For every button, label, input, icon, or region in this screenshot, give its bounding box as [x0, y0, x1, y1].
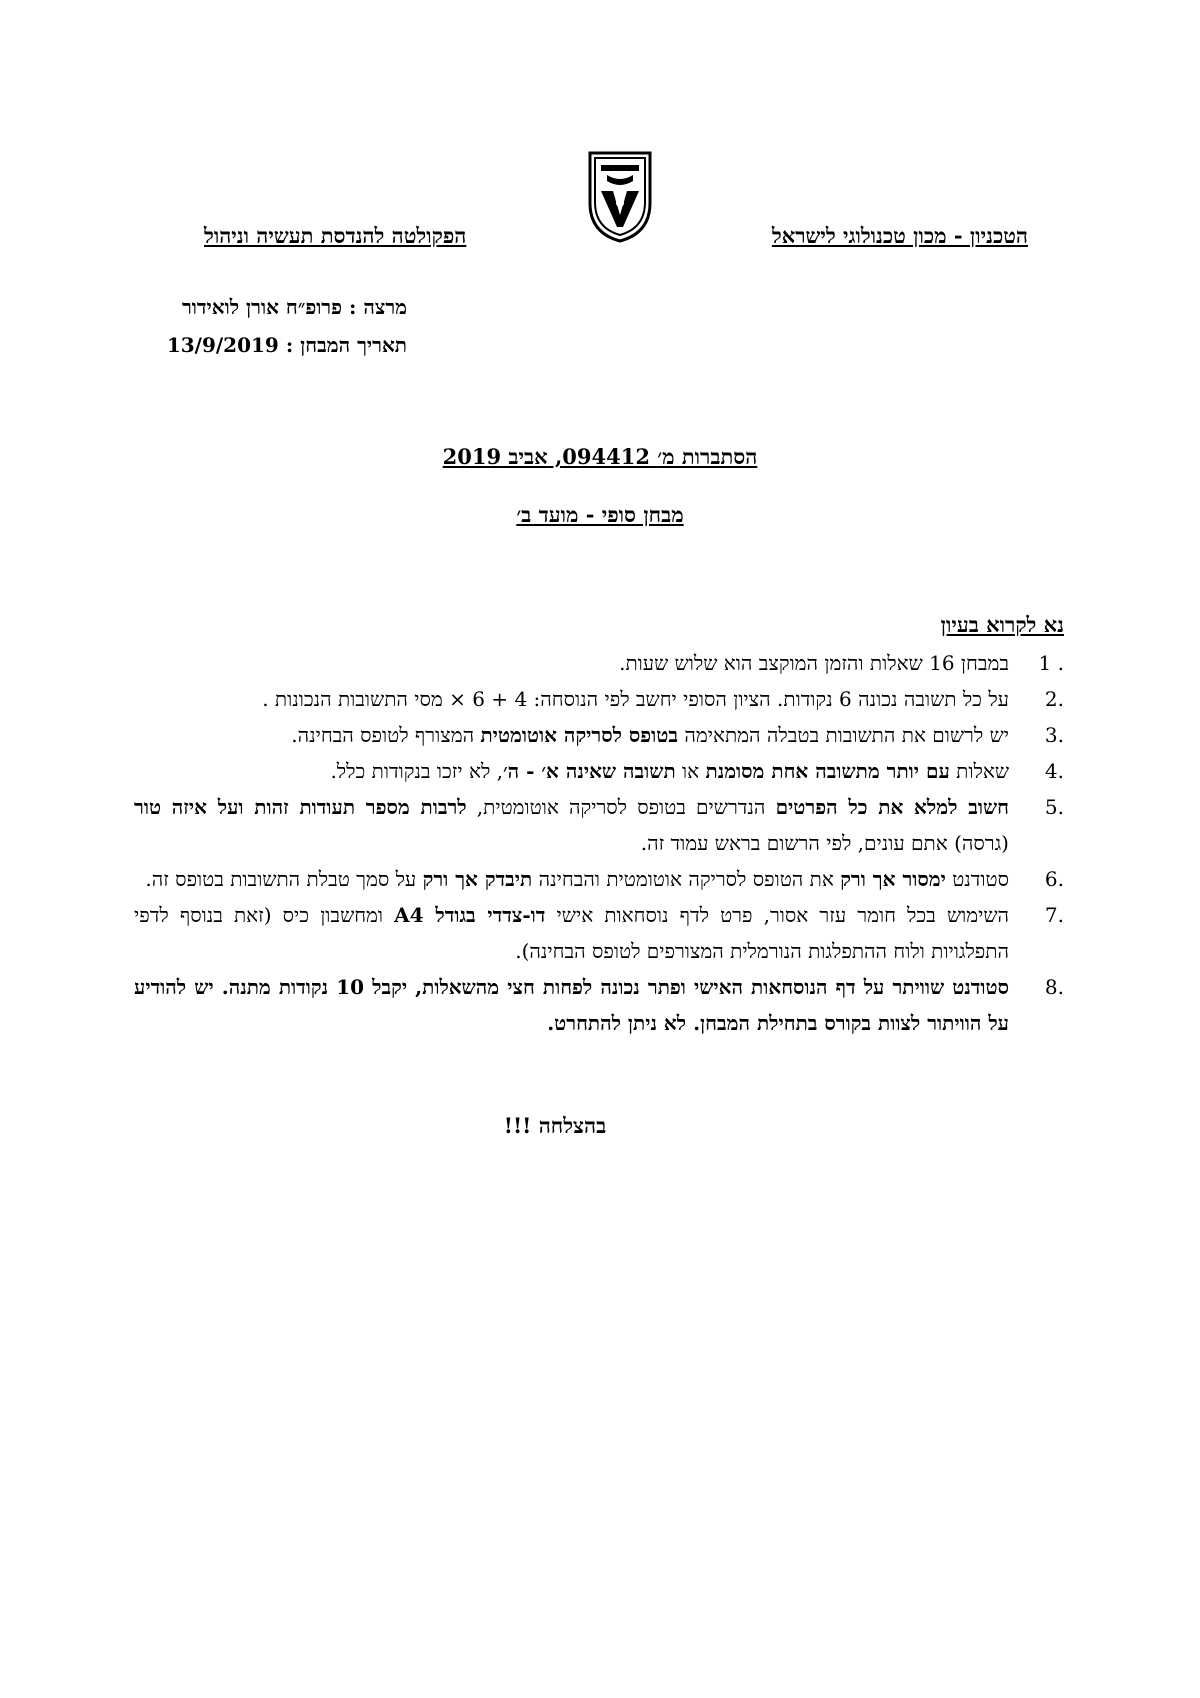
institution-name: הטכניון - מכון טכנולוגי לישראל: [771, 223, 1028, 248]
technion-logo-icon: [585, 145, 655, 245]
instruction-text: או: [675, 759, 706, 783]
instructions-title: נא לקרוא בעיון: [940, 612, 1064, 637]
lecturer-label: מרצה :: [348, 295, 407, 319]
instruction-text: על כל תשובה נכונה 6 נקודות. הציון הסופי יחשב לפי הנוסחה: 4 + 6 × מסי התשובות הנכונות .: [262, 687, 1009, 711]
instruction-text-bold: סטודנט שוויתר על דף הנוסחאות האישי ופתר נכונה לפחות חצי מהשאלות, יקבל 10 נקודות מתנה. יש להודיע על הוויתור לצוות בקורס בתחילת המבחן. לא ניתן להתחרט.: [134, 975, 1009, 1035]
course-title: הסתברות מ׳ 094412, אביב 2019: [442, 444, 758, 469]
instruction-text: על סמך טבלת התשובות בטופס זה.: [145, 867, 423, 891]
instruction-item: [134, 897, 1064, 969]
instruction-text-bold: חשוב למלא את כל הפרטים: [775, 795, 1009, 819]
instruction-number: 6.: [1044, 867, 1064, 891]
instruction-item: [134, 681, 1064, 717]
instruction-number: 3.: [1044, 723, 1064, 747]
good-luck-text: בהצלחה !!!: [503, 1113, 607, 1138]
instruction-text-bold: לרבות מספר תעודות זהות ועל איזה טור: [134, 795, 467, 819]
instruction-number: 2.: [1044, 687, 1064, 711]
instruction-text-bold: בטופס לסריקה אוטומטית: [480, 723, 678, 747]
instruction-text: , לא יזכו בנקודות כלל.: [330, 759, 504, 783]
course-title-prefix: הסתברות מ׳: [657, 444, 758, 469]
instruction-item: [134, 861, 1064, 897]
instruction-text-bold: ימסור אך ורק: [840, 867, 946, 891]
course-number: 094412: [562, 444, 650, 469]
instruction-text-bold: דו-צדדי בגודל A4: [394, 903, 546, 927]
instructions-list: [134, 645, 1064, 1041]
instruction-text: (גרסה) אתם עונים, לפי הרשום בראש עמוד זה.: [640, 831, 1009, 855]
instruction-text: הנדרשים בטופס לסריקה אוטומטית,: [466, 795, 776, 819]
instruction-number: 5.: [1044, 795, 1064, 819]
instruction-text: סטודנט: [945, 867, 1009, 891]
instruction-item: [134, 717, 1064, 753]
exam-type: מבחן סופי - מועד ב׳: [516, 502, 684, 527]
faculty-name: הפקולטה להנדסת תעשיה וניהול: [204, 223, 467, 248]
instruction-number: 8.: [1044, 975, 1064, 999]
instruction-item: [134, 645, 1064, 681]
course-semester: אביב 2019: [442, 444, 548, 469]
exam-date-value: 13/9/2019: [166, 333, 279, 357]
instruction-number: 4.: [1044, 759, 1064, 783]
instruction-text: המצורף לטופס הבחינה.: [291, 723, 481, 747]
instruction-item: [134, 789, 1064, 861]
instruction-text-bold: תשובה שאינה א׳ - ה׳: [503, 759, 676, 783]
instruction-text: שאלות: [949, 759, 1009, 783]
exam-date-label: תאריך המבחן :: [285, 333, 407, 357]
instruction-item: [134, 753, 1064, 789]
lecturer-name: פרופ״ח אורן לואידור: [181, 295, 343, 319]
lecturer-line: [182, 295, 407, 320]
exam-date-line: [167, 333, 407, 358]
instruction-text-bold: עם יותר מתשובה אחת מסומנת: [705, 759, 950, 783]
instruction-text-bold: תיבדק אך ורק: [422, 867, 533, 891]
instruction-text: את הטופס לסריקה אוטומטית והבחינה: [532, 867, 841, 891]
instruction-text: יש לרשום את התשובות בטבלה המתאימה: [678, 723, 1009, 747]
instruction-text: ומחשבון כיס (זאת בנוסף לדפי התפלגויות ולוח ההתפלגות הנורמלית המצורפים לטופס הבחינה).: [134, 903, 1009, 963]
instruction-number: 7.: [1044, 903, 1064, 927]
instruction-item: [134, 969, 1064, 1041]
instruction-number: 1 .: [1038, 651, 1064, 675]
instruction-text: במבחן 16 שאלות והזמן המוקצב הוא שלוש שעות.: [619, 651, 1009, 675]
instruction-text: השימוש בכל חומר עזר אסור, פרט לדף נוסחאות אישי: [545, 903, 1009, 927]
